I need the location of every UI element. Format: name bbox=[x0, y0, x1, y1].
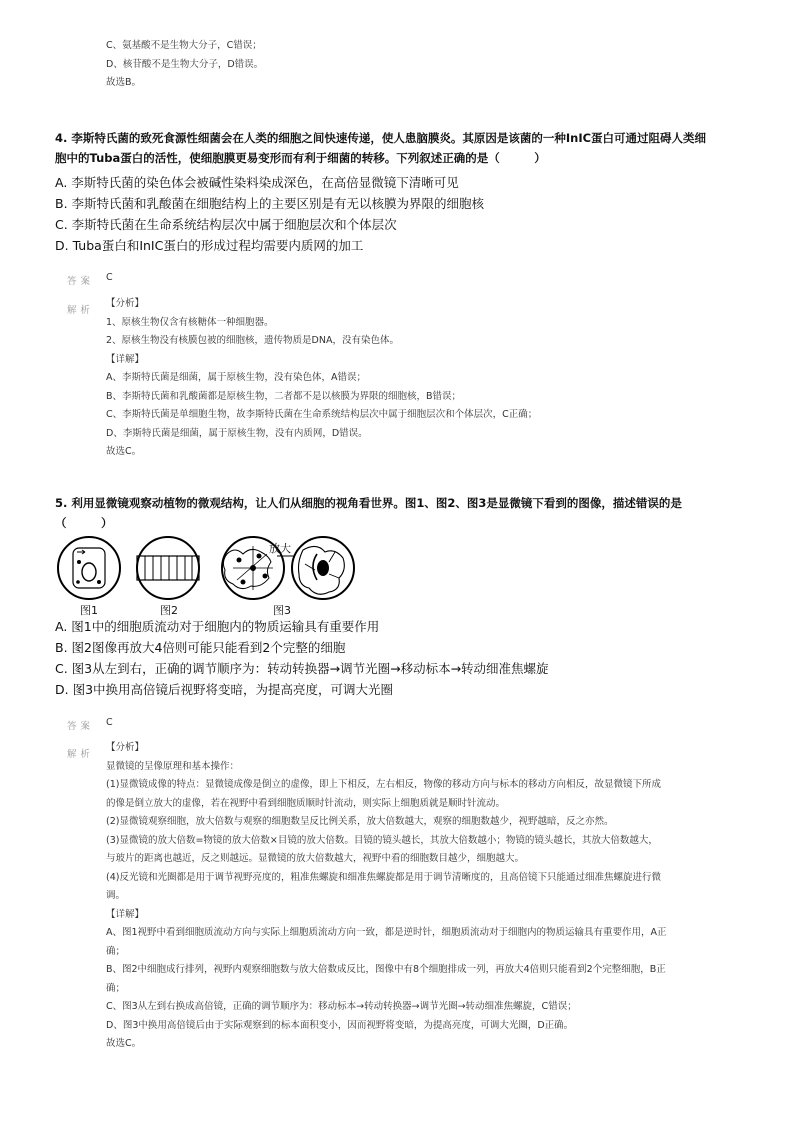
text-line: A、图1视野中看到细胞质流动方向与实际上细胞质流动方向一致，都是逆时针，细胞质流动对于细胞内的物质运输具有重要作用，A正 bbox=[106, 927, 667, 938]
text-line: B、图2中细胞成行排列，视野内观察细胞数与放大倍数成反比，图像中有8个细胞排成一列，再放大4倍则只能看到2个完整细胞，B正 bbox=[106, 964, 666, 975]
figure-1-caption: 图1 bbox=[80, 604, 98, 617]
option-d: D. 图3中换用高倍镜后视野将变暗，为提高亮度，可调大光圈 bbox=[55, 682, 394, 697]
text-line: (1)显微镜成像的特点：显微镜成像是倒立的虚像，即上下相反，左右相反，物像的移动方向与标本的移动方向相反，故显微镜下所成 bbox=[106, 779, 661, 790]
option-a: A. 李斯特氏菌的染色体会被碱性染料染成深色，在高倍显微镜下清晰可见 bbox=[55, 175, 459, 190]
zoom-label: 放大 bbox=[269, 542, 291, 555]
figure-2-cell-row bbox=[137, 537, 199, 599]
text-line: 的像是倒立放大的虚像，若在视野中看到细胞质顺时针流动，则实际上细胞质就是顺时针流动。 bbox=[106, 797, 506, 809]
question-5-options bbox=[55, 616, 775, 700]
text-line: 故选C。 bbox=[106, 446, 142, 457]
figure-3-high-power bbox=[292, 537, 354, 599]
top-explanation bbox=[106, 37, 766, 93]
text-line: D、核苷酸不是生物大分子，D错误。 bbox=[106, 58, 264, 70]
text-line: 1、原核生物仅含有核糖体一种细胞器。 bbox=[106, 316, 274, 328]
question-4-stem bbox=[55, 128, 775, 168]
text-line: (4)反光镜和光圈都是用于调节视野亮度的，粗准焦螺旋和细准焦螺旋都是用于调节清晰度的，且高倍镜下只能通过细准焦螺旋进行微 bbox=[106, 871, 661, 883]
analysis-label: 解析 bbox=[67, 305, 95, 316]
answer-value: C bbox=[106, 272, 113, 283]
text-line: 显微镜的呈像原理和基本操作： bbox=[106, 760, 240, 772]
text-line: D、李斯特氏菌是细菌，属于原核生物，没有内质网，D错误。 bbox=[106, 427, 368, 439]
text-line: 确； bbox=[106, 982, 126, 994]
text-line: 与玻片的距离也越近，反之则越远。显微镜的放大倍数越大，视野中看的细胞数目越少，细胞越大。 bbox=[106, 853, 525, 864]
option-d: D. Tuba蛋白和InIC蛋白的形成过程均需要内质网的加工 bbox=[55, 238, 364, 253]
text-line: 【详解】 bbox=[106, 353, 145, 365]
text-line: 确； bbox=[106, 945, 126, 957]
figure-2-caption: 图2 bbox=[160, 604, 178, 617]
stem-line: （ ） bbox=[55, 516, 113, 530]
option-c: C. 李斯特氏菌在生命系统结构层次中属于细胞层次和个体层次 bbox=[55, 217, 397, 232]
stem-line: 胞中的Tuba蛋白的活性，使细胞膜更易变形而有利于细菌的转移。下列叙述正确的是（ ） bbox=[55, 151, 546, 165]
text-line: C、氨基酸不是生物大分子，C错误； bbox=[106, 40, 262, 51]
text-line: C、图3从左到右换成高倍镜，正确的调节顺序为：移动标本→转动转换器→调节光圈→转动细准焦螺旋，C错误； bbox=[106, 1001, 577, 1012]
text-line: 【分析】 bbox=[106, 742, 145, 753]
answer-label: 答案 bbox=[67, 276, 95, 287]
answer-value: C bbox=[106, 717, 113, 728]
question-5-stem bbox=[55, 493, 775, 533]
text-line: C、李斯特氏菌是单细胞生物，故李斯特氏菌在生命系统结构层次中属于细胞层次和个体层次，C正确； bbox=[106, 409, 538, 420]
stem-line: 5. 利用显微镜观察动植物的微观结构，让人们从细胞的视角看世界。图1、图2、图3是显微镜下看到的图像，描述错误的是 bbox=[55, 496, 682, 510]
question-5-analysis bbox=[106, 739, 786, 1054]
text-line: 调。 bbox=[106, 890, 126, 901]
microscope-figure bbox=[55, 534, 355, 604]
question-4-analysis bbox=[106, 295, 766, 462]
text-line: (2)显微镜观察细胞，放大倍数与观察的细胞数呈反比例关系，放大倍数越大，观察的细胞数越少，视野越暗，反之亦然。 bbox=[106, 816, 614, 827]
stem-line: 4. 李斯特氏菌的致死食源性细菌会在人类的细胞之间快速传递，使人患脑膜炎。其原因是该菌的一种InIC蛋白可通过阻碍人类细 bbox=[55, 131, 707, 145]
question-4-options bbox=[55, 172, 755, 256]
figure-3-caption: 图3 bbox=[273, 604, 291, 617]
text-line: (3)显微镜的放大倍数=物镜的放大倍数×目镜的放大倍数。目镜的镜头越长，其放大倍数越小；物镜的镜头越长，其放大倍数越大， bbox=[106, 834, 658, 846]
text-line: 故选B。 bbox=[106, 77, 142, 88]
figure-1-cell-stream bbox=[58, 537, 120, 599]
option-b: B. 李斯特氏菌和乳酸菌在细胞结构上的主要区别是有无以核膜为界限的细胞核 bbox=[55, 196, 485, 211]
text-line: 故选C。 bbox=[106, 1038, 142, 1049]
option-c: C. 图3从左到右，正确的调节顺序为：转动转换器→调节光圈→移动标本→转动细准焦螺旋 bbox=[55, 661, 549, 676]
text-line: A、李斯特氏菌是细菌，属于原核生物，没有染色体，A错误； bbox=[106, 372, 366, 383]
text-line: 【详解】 bbox=[106, 908, 145, 920]
text-line: D、图3中换用高倍镜后由于实际观察到的标本面积变小，因而视野将变暗，为提高亮度，可调大光圈，D正确。 bbox=[106, 1019, 574, 1031]
analysis-label: 解析 bbox=[67, 749, 95, 760]
text-line: 【分析】 bbox=[106, 298, 145, 309]
answer-label: 答案 bbox=[67, 721, 95, 732]
option-a: A. 图1中的细胞质流动对于细胞内的物质运输具有重要作用 bbox=[55, 619, 380, 634]
option-b: B. 图2图像再放大4倍则可能只能看到2个完整的细胞 bbox=[55, 640, 346, 655]
text-line: 2、原核生物没有核膜包被的细胞核，遗传物质是DNA，没有染色体。 bbox=[106, 335, 399, 346]
text-line: B、李斯特氏菌和乳酸菌都是原核生物，二者都不是以核膜为界限的细胞核，B错误； bbox=[106, 390, 462, 402]
